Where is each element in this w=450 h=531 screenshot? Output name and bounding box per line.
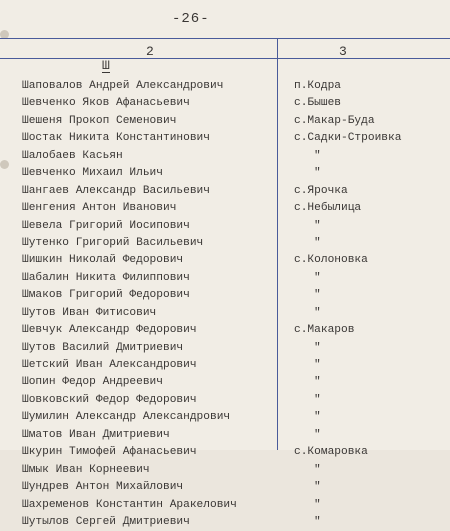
place-name: ": [314, 167, 321, 180]
place-name: ": [314, 306, 321, 319]
list-item: [0, 374, 450, 391]
place-name: ": [314, 359, 321, 371]
person-name: Шаповалов Андрей Александрович: [22, 80, 224, 92]
list-item: [0, 95, 450, 112]
person-name: Шматов Иван Дмитриевич: [22, 428, 170, 441]
place-name: ": [314, 481, 321, 494]
place-name: ": [314, 341, 321, 354]
list-item: [0, 497, 450, 514]
page-number: -26-: [172, 11, 210, 27]
place-name: ": [314, 271, 321, 284]
list-item: [0, 218, 450, 235]
list-item: [0, 357, 450, 374]
person-name: Шабалин Никита Филиппович: [22, 271, 190, 284]
place-name: ": [314, 149, 321, 162]
place-name: с.Колоновка: [294, 254, 368, 267]
place-name: ": [314, 428, 321, 441]
person-name: Шахременов Константин Аракелович: [22, 498, 237, 511]
list-item: [0, 305, 450, 322]
list-item: [0, 165, 450, 182]
list-item: [0, 322, 450, 339]
list-item: [0, 340, 450, 357]
place-name: ": [314, 393, 321, 406]
place-name: с.Макаров: [294, 324, 355, 337]
list-item: [0, 444, 450, 461]
place-name: ": [314, 289, 321, 302]
list-item: [0, 148, 450, 165]
list-item: [0, 113, 450, 130]
column-header-2: 2: [146, 44, 154, 59]
place-name: ": [314, 376, 321, 389]
place-name: с.Небылица: [294, 202, 362, 215]
person-name: Шумилин Александр Александрович: [22, 411, 231, 424]
name-list: [0, 78, 450, 531]
person-name: Шопин Федор Андреевич: [22, 376, 163, 389]
place-name: ": [314, 236, 321, 249]
person-name: Шутенко Григорий Васильевич: [22, 236, 204, 249]
person-name: Шмык Иван Корнеевич: [22, 463, 150, 476]
list-item: [0, 462, 450, 479]
list-item: [0, 479, 450, 496]
list-item: [0, 287, 450, 304]
place-name: ": [314, 219, 321, 232]
person-name: Шмаков Григорий Федорович: [22, 289, 190, 302]
place-name: с.Макар-Буда: [294, 114, 375, 127]
list-item: [0, 183, 450, 200]
person-name: Шутов Иван Фитисович: [22, 306, 157, 319]
list-item: [0, 392, 450, 409]
person-name: Шешеня Прокоп Семенович: [22, 114, 177, 127]
list-item: [0, 409, 450, 426]
person-name: Шундрев Антон Михайлович: [22, 481, 184, 494]
person-name: Шовковский Федор Федорович: [22, 393, 197, 406]
place-name: п.Кодра: [294, 80, 341, 92]
place-name: с.Бышев: [294, 97, 341, 110]
place-name: с.Комаровка: [294, 446, 368, 459]
section-letter: Ш: [102, 58, 110, 73]
place-name: с.Ярочка: [294, 184, 348, 197]
list-item: [0, 78, 450, 95]
person-name: Шутов Василий Дмитриевич: [22, 341, 184, 354]
person-name: Шевченко Яков Афанасьевич: [22, 97, 190, 110]
person-name: Шалобаев Касьян: [22, 149, 123, 162]
place-name: ": [314, 498, 321, 511]
person-name: Шенгения Антон Иванович: [22, 202, 177, 215]
header-bottom-rule: [0, 58, 450, 59]
person-name: Шкурин Тимофей Афанасьевич: [22, 446, 197, 459]
list-item: [0, 252, 450, 269]
list-item: [0, 427, 450, 444]
place-name: с.Садки-Строивка: [294, 132, 402, 145]
person-name: Шевчук Александр Федорович: [22, 324, 197, 337]
place-name: ": [314, 463, 321, 476]
person-name: Шевченко Михаил Ильич: [22, 167, 163, 180]
place-name: ": [314, 411, 321, 424]
person-name: Шутылов Сергей Дмитриевич: [22, 515, 190, 528]
list-item: [0, 270, 450, 287]
person-name: Шишкин Николай Федорович: [22, 254, 184, 267]
person-name: Шетский Иван Александрович: [22, 359, 197, 371]
list-item: [0, 514, 450, 531]
list-item: [0, 130, 450, 147]
person-name: Шевела Григорий Иосипович: [22, 219, 190, 232]
list-item: [0, 200, 450, 217]
table-top-rule: [0, 38, 450, 39]
person-name: Шостак Никита Константинович: [22, 132, 210, 145]
list-item: [0, 235, 450, 252]
place-name: ": [314, 515, 321, 528]
column-header-3: 3: [339, 44, 347, 59]
person-name: Шангаев Александр Васильевич: [22, 184, 210, 197]
